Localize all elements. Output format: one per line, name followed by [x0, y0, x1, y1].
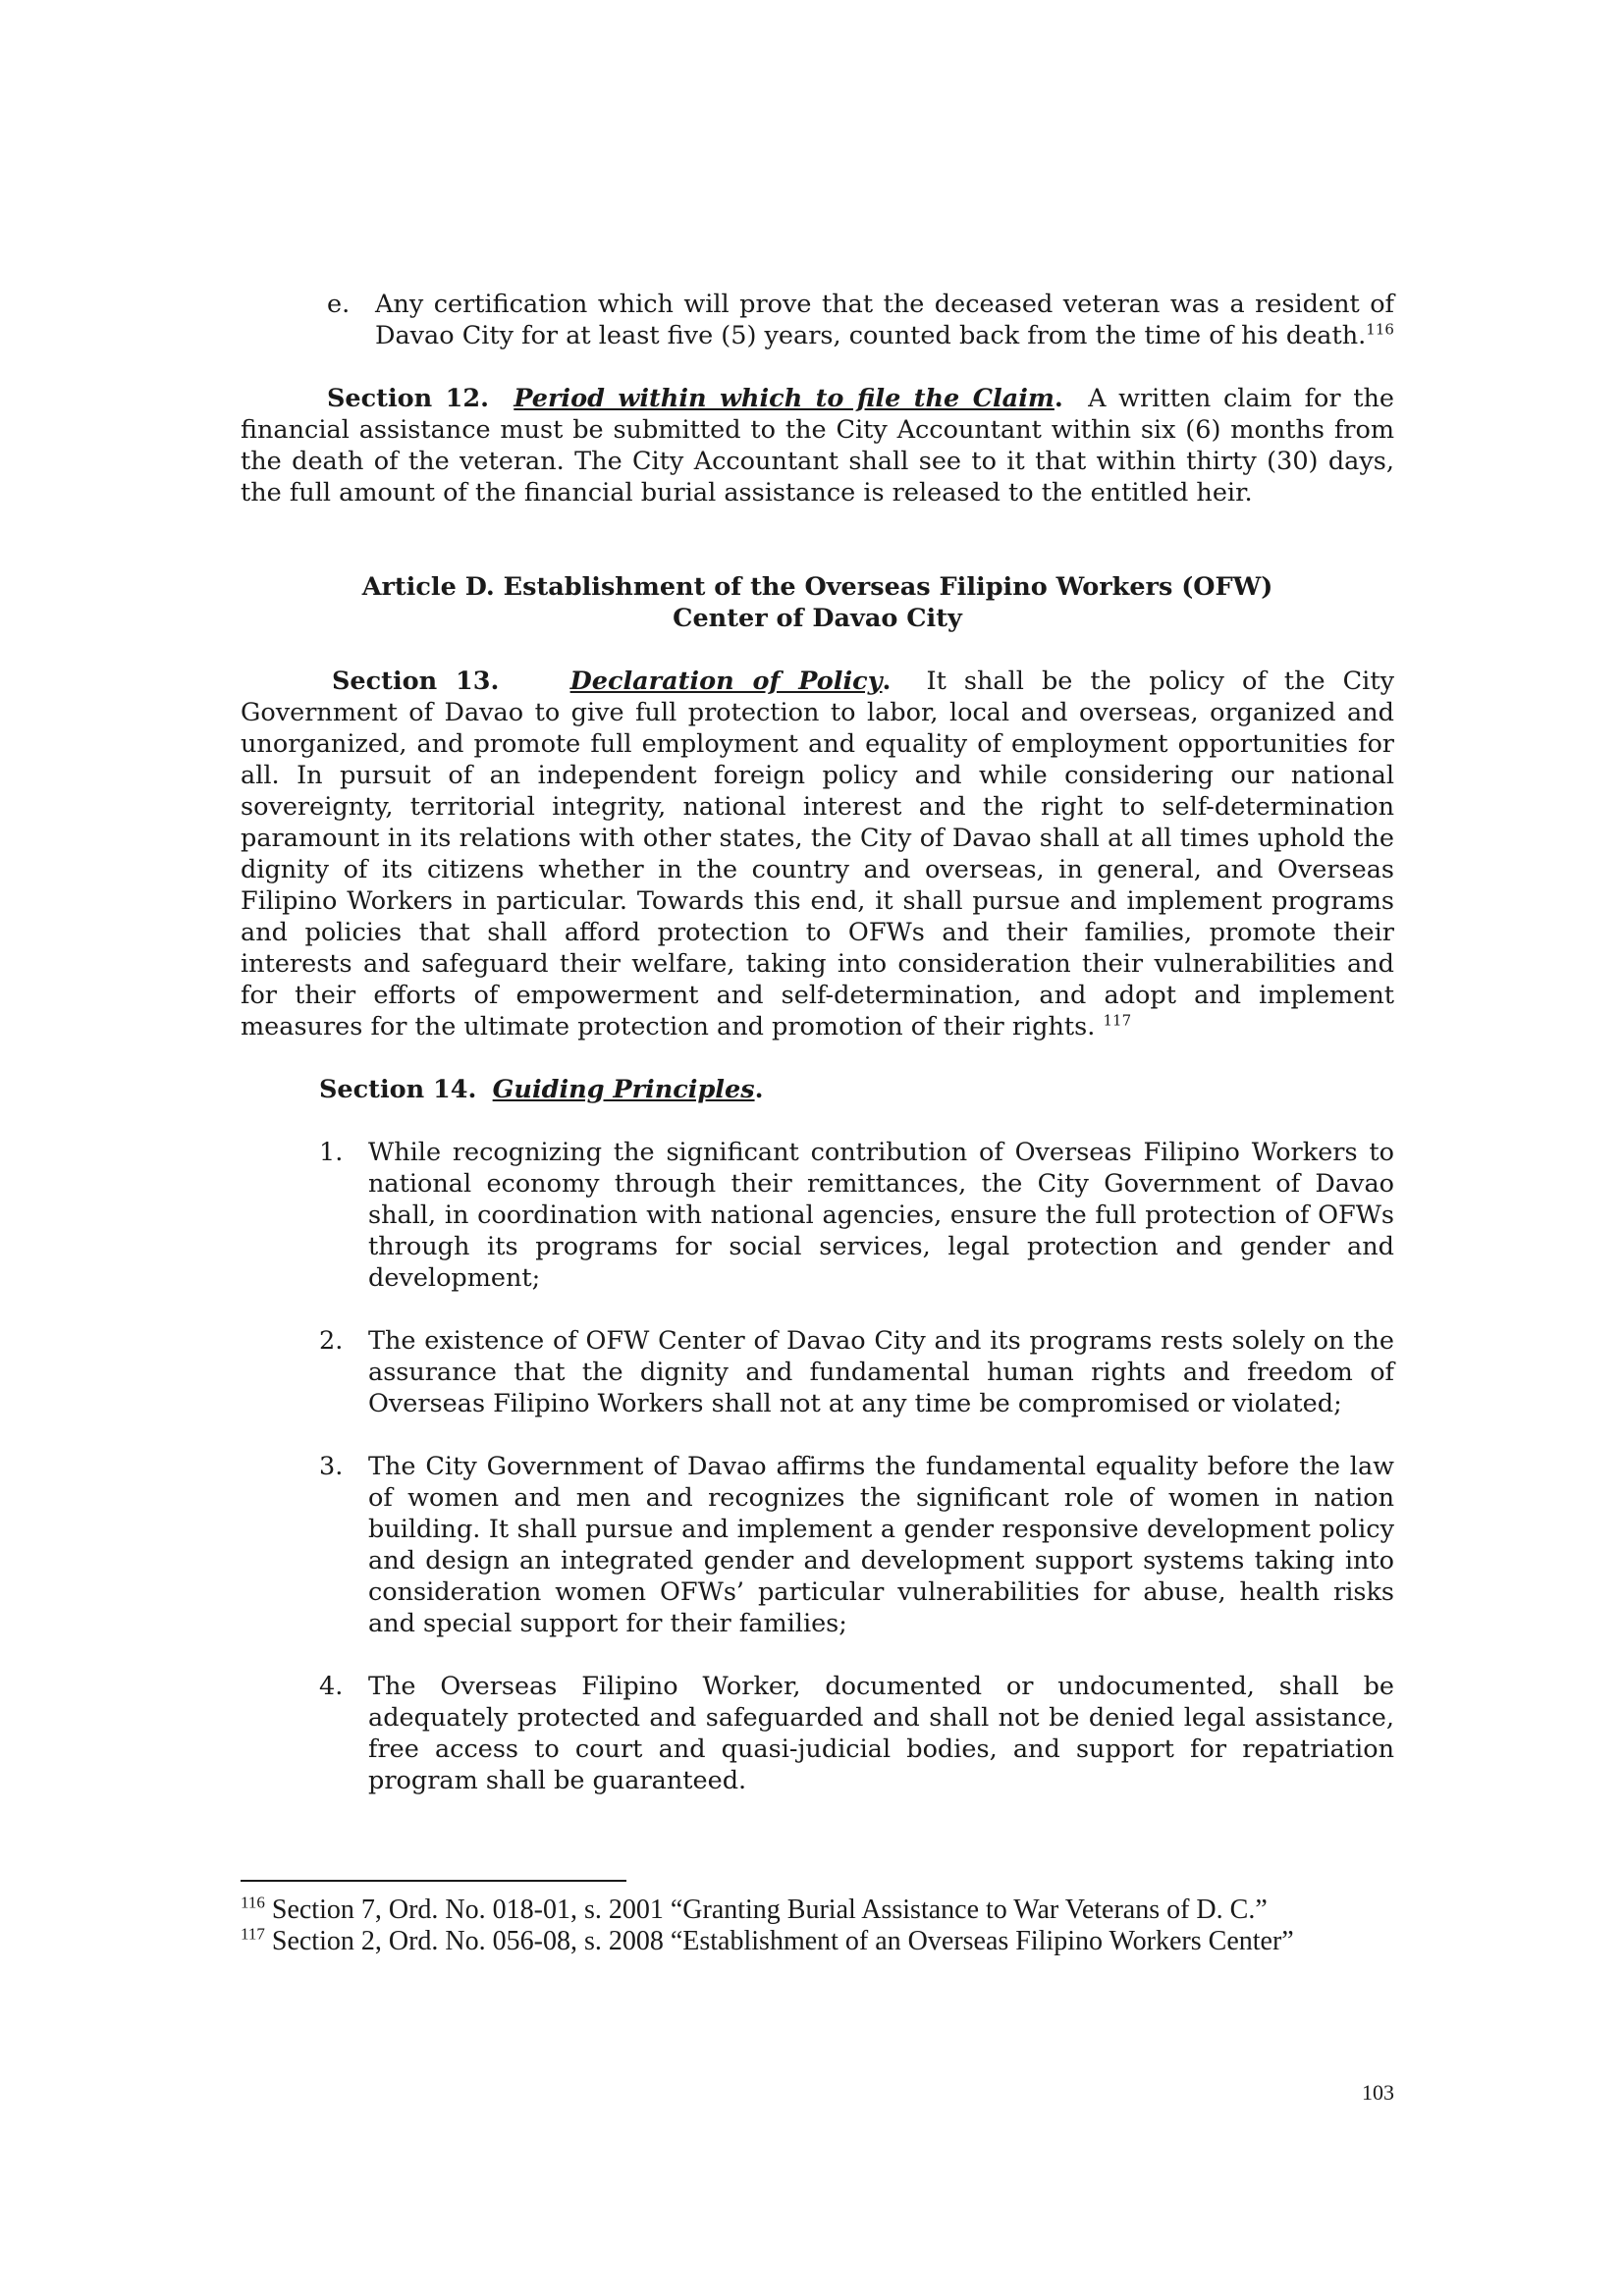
page-number: 103 — [1362, 2080, 1394, 2105]
section-14-label: Section 14. — [319, 1075, 477, 1104]
section-13-text: It shall be the policy of the City Government of Davao to give full protection to labor, local and overseas, organized and unorganized, and promote full employment and equality of employment opportunities for all. In pursuit of an independent foreign policy and while considering our national sovereignty, territorial integrity, national interest and the right to self-determination paramount in its relations with other states, the City of Davao shall at all times uphold the dignity of its citizens whether in the country and overseas, in general, and Overseas Filipino Workers in particular. Towards this end, it shall pursue and implement programs and policies that shall afford protection to OFWs and their families, promote their interests and safeguard their welfare, taking into consideration their vulnerabilities and for their efforts of empowerment and self-determination, and adopt and implement measures for the ultimate protection and promotion of their rights. — [241, 667, 1394, 1041]
section-12-title: Period within which to file the Claim — [514, 384, 1055, 413]
section-14-heading — [241, 1074, 1394, 1105]
page-body — [241, 289, 1394, 1796]
list-item-text: Any certification which will prove that the deceased veteran was a resident of Davao City for at least five (5) years, counted back from the time of his death. — [375, 290, 1394, 350]
list-marker: 1. — [319, 1138, 344, 1167]
list-marker: 4. — [319, 1672, 344, 1701]
principle-text: While recognizing the significant contribution of Overseas Filipino Workers to national economy through their remittances, the City Government of Davao shall, in coordination with national agencies, ensure the full protection of OFWs through its programs for social services, legal protection and gender and development; — [368, 1138, 1394, 1293]
principle-text: The Overseas Filipino Worker, documented or undocumented, shall be adequately protected and safeguarded and shall not be denied legal assistance, free access to court and quasi-judicial bodies, and support for repatriation program shall be guaranteed. — [368, 1672, 1394, 1795]
section-13-title-period: . — [882, 667, 892, 696]
principle-item-3 — [241, 1451, 1394, 1639]
article-d-title-line-2: Center of Davao City — [673, 604, 962, 633]
section-12-title-period: . — [1054, 384, 1063, 413]
section-12-label: Section 12. — [327, 384, 489, 413]
principle-item-1 — [241, 1137, 1394, 1294]
section-14-title: Guiding Principles — [492, 1075, 755, 1104]
section-13-label: Section 13. — [332, 667, 500, 696]
principle-text: The City Government of Davao affirms the fundamental equality before the law of women and men and recognizes the significant role of women in nation building. It shall pursue and implement a gender responsive development policy and design an integrated gender and development support systems taking into consideration women OFWs’ particular vulnerabilities for abuse, health risks and special support for their families; — [368, 1452, 1394, 1638]
principle-item-4 — [241, 1671, 1394, 1796]
article-d-title-line-1: Article D. Establishment of the Overseas Filipino Workers (OFW) — [361, 572, 1273, 602]
footnote-ref-117: 117 — [1103, 1011, 1132, 1030]
footnote-number: 117 — [241, 1924, 265, 1944]
section-13-title: Declaration of Policy — [569, 667, 883, 696]
section-14-title-period: . — [754, 1075, 764, 1104]
list-marker: 3. — [319, 1452, 344, 1481]
list-item-e — [241, 289, 1394, 351]
list-marker: 2. — [319, 1326, 344, 1356]
principle-text: The existence of OFW Center of Davao City and its programs rests solely on the assurance that the dignity and fundamental human rights and freedom of Overseas Filipino Workers shall not at any time be compromised or violated; — [368, 1326, 1394, 1418]
principle-item-2 — [241, 1325, 1394, 1419]
section-12-text: A written claim for the financial assistance must be submitted to the City Accountant within six (6) months from the death of the veteran. The City Accountant shall see to it that within thirty (30) days, the full amount of the financial burial assistance is released to the entitled heir. — [241, 384, 1394, 507]
section-12-paragraph — [241, 383, 1394, 508]
footnote-number: 116 — [241, 1893, 265, 1912]
footnote-text: Section 2, Ord. No. 056-08, s. 2008 “Establishment of an Overseas Filipino Workers Center” — [271, 1926, 1294, 1956]
footnotes — [241, 1895, 1394, 1957]
section-13-paragraph — [241, 666, 1394, 1042]
footnote-ref-116: 116 — [1366, 320, 1394, 339]
list-marker: e. — [327, 290, 351, 319]
article-d-heading — [241, 571, 1394, 634]
footnote-117 — [241, 1926, 1394, 1957]
footnote-text: Section 7, Ord. No. 018-01, s. 2001 “Granting Burial Assistance to War Veterans of D. C.” — [271, 1895, 1268, 1925]
footnote-116 — [241, 1895, 1394, 1926]
footnote-separator — [241, 1880, 626, 1882]
